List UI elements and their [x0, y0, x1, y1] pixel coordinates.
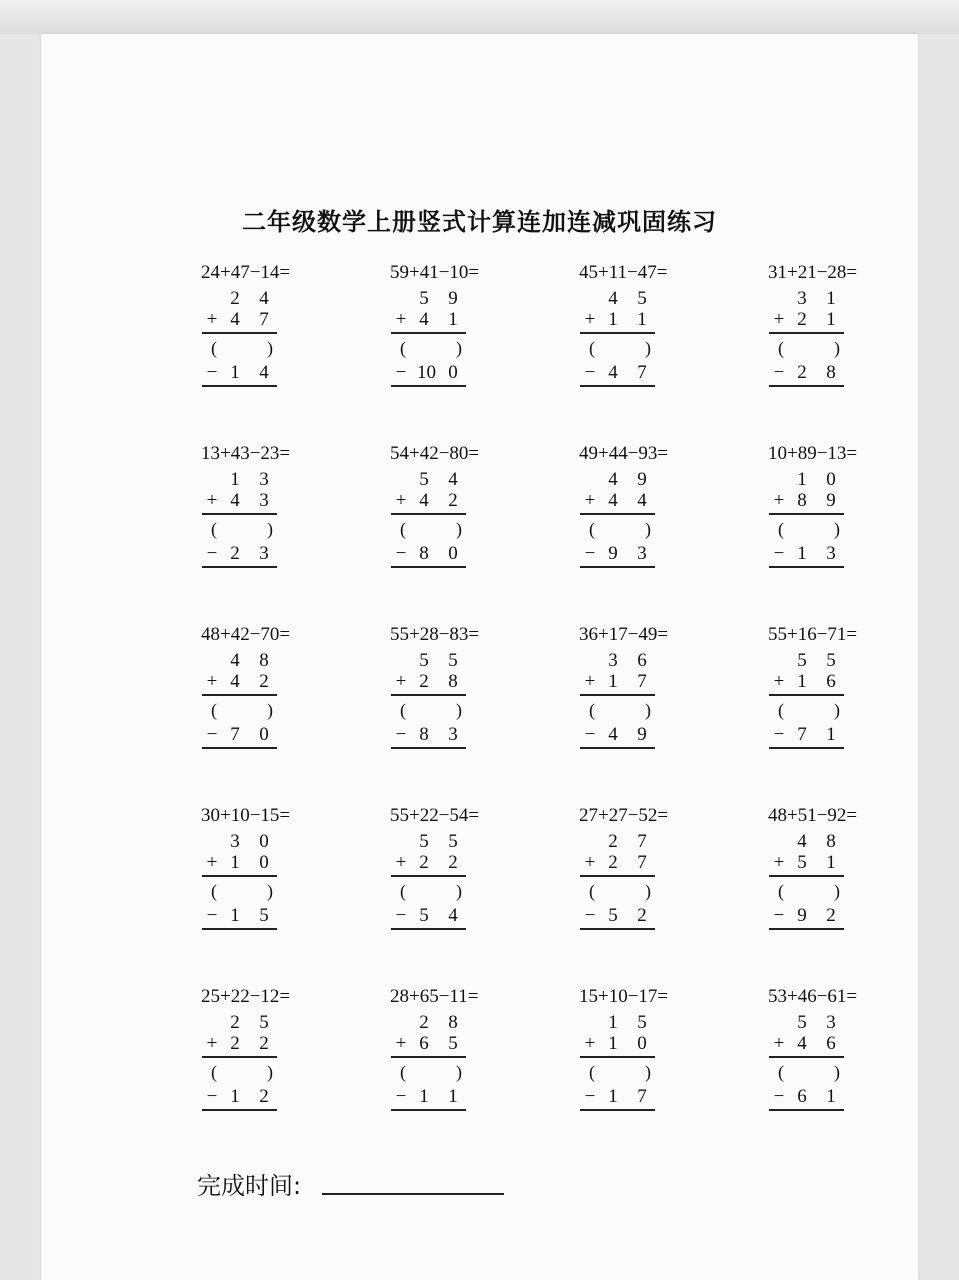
addend1-tens: 3	[608, 650, 618, 671]
sum-line	[580, 875, 655, 877]
plus-sign: +	[773, 309, 785, 330]
addend2-tens: 1	[797, 671, 807, 692]
equation-text: 36+17−49=	[579, 624, 669, 645]
answer-paren-close: )	[645, 519, 651, 539]
answer-paren-open: (	[400, 881, 406, 901]
subtrahend-ones: 2	[259, 1086, 269, 1107]
addend1-tens: 4	[797, 831, 807, 852]
difference-line	[391, 1109, 466, 1111]
minus-sign: −	[395, 724, 407, 745]
difference-line	[202, 385, 277, 387]
problem-4	[768, 262, 908, 402]
subtrahend-ones: 8	[826, 362, 836, 383]
subtrahend-ones: 3	[637, 543, 647, 564]
difference-line	[580, 1109, 655, 1111]
minus-sign: −	[206, 905, 218, 926]
sum-line	[769, 694, 844, 696]
answer-paren-close: )	[267, 519, 273, 539]
addend1-ones: 5	[637, 288, 647, 309]
sum-line	[202, 875, 277, 877]
addend2-tens: 4	[419, 490, 429, 511]
addend1-ones: 8	[826, 831, 836, 852]
problem-14	[390, 805, 530, 945]
answer-paren-open: (	[589, 881, 595, 901]
addend1-tens: 3	[230, 831, 240, 852]
sum-line	[202, 694, 277, 696]
difference-line	[391, 747, 466, 749]
answer-paren-open: (	[211, 700, 217, 720]
addend1-ones: 8	[259, 650, 269, 671]
difference-line	[391, 928, 466, 930]
answer-paren-open: (	[778, 1062, 784, 1082]
addend2-ones: 1	[826, 852, 836, 873]
addend1-ones: 4	[448, 469, 458, 490]
addend2-tens: 2	[419, 852, 429, 873]
subtrahend-ones: 4	[259, 362, 269, 383]
answer-paren-open: (	[400, 700, 406, 720]
sum-line	[391, 694, 466, 696]
worksheet-title: 二年级数学上册竖式计算连加连减巩固练习	[242, 208, 717, 236]
difference-line	[391, 385, 466, 387]
plus-sign: +	[206, 1033, 218, 1054]
addend1-tens: 5	[419, 469, 429, 490]
browser-top-bar	[0, 0, 959, 34]
minus-sign: −	[584, 543, 596, 564]
problem-10	[390, 624, 530, 764]
sum-line	[202, 332, 277, 334]
plus-sign: +	[395, 1033, 407, 1054]
equation-text: 48+42−70=	[201, 624, 291, 645]
subtrahend-ones: 2	[826, 905, 836, 926]
addend2-tens: 8	[797, 490, 807, 511]
subtrahend-ones: 1	[448, 1086, 458, 1107]
addend2-ones: 5	[448, 1033, 458, 1054]
subtrahend-tens: 1	[608, 1086, 618, 1107]
difference-line	[769, 566, 844, 568]
addend1-ones: 9	[637, 469, 647, 490]
subtrahend-tens: 1	[230, 1086, 240, 1107]
addend1-tens: 5	[419, 650, 429, 671]
minus-sign: −	[395, 1086, 407, 1107]
answer-paren-close: )	[645, 338, 651, 358]
equation-text: 59+41−10=	[390, 262, 480, 283]
problem-17	[201, 986, 341, 1126]
minus-sign: −	[584, 724, 596, 745]
problem-19	[579, 986, 719, 1126]
subtrahend-tens: 9	[608, 543, 618, 564]
problem-16	[768, 805, 908, 945]
addend1-ones: 5	[448, 831, 458, 852]
subtrahend-ones: 1	[826, 1086, 836, 1107]
plus-sign: +	[773, 490, 785, 511]
minus-sign: −	[395, 905, 407, 926]
minus-sign: −	[773, 1086, 785, 1107]
minus-sign: −	[206, 543, 218, 564]
subtrahend-tens: 1	[230, 362, 240, 383]
addend2-ones: 7	[259, 309, 269, 330]
equation-text: 28+65−11=	[390, 986, 479, 1007]
minus-sign: −	[206, 724, 218, 745]
problem-11	[579, 624, 719, 764]
sum-line	[769, 513, 844, 515]
subtrahend-tens: 1	[230, 905, 240, 926]
addend1-ones: 5	[448, 650, 458, 671]
answer-paren-open: (	[589, 519, 595, 539]
subtrahend-ones: 0	[448, 362, 458, 383]
equation-text: 55+16−71=	[768, 624, 858, 645]
equation-text: 27+27−52=	[579, 805, 669, 826]
equation-text: 55+28−83=	[390, 624, 480, 645]
answer-paren-open: (	[778, 519, 784, 539]
addend1-ones: 3	[259, 469, 269, 490]
problem-2	[390, 262, 530, 402]
difference-line	[202, 747, 277, 749]
difference-line	[580, 747, 655, 749]
difference-line	[580, 385, 655, 387]
addend1-tens: 2	[419, 1012, 429, 1033]
problem-18	[390, 986, 530, 1126]
problem-13	[201, 805, 341, 945]
problem-9	[201, 624, 341, 764]
answer-paren-open: (	[211, 519, 217, 539]
equation-text: 25+22−12=	[201, 986, 291, 1007]
plus-sign: +	[584, 1033, 596, 1054]
subtrahend-tens: 7	[230, 724, 240, 745]
subtrahend-ones: 3	[259, 543, 269, 564]
addend1-ones: 8	[448, 1012, 458, 1033]
addend1-tens: 1	[608, 1012, 618, 1033]
addend2-ones: 1	[448, 309, 458, 330]
addend2-tens: 4	[608, 490, 618, 511]
equation-text: 48+51−92=	[768, 805, 858, 826]
addend2-tens: 1	[608, 309, 618, 330]
minus-sign: −	[206, 362, 218, 383]
addend1-tens: 2	[608, 831, 618, 852]
answer-paren-close: )	[645, 1062, 651, 1082]
answer-paren-open: (	[778, 881, 784, 901]
answer-paren-close: )	[456, 700, 462, 720]
sum-line	[391, 875, 466, 877]
problem-5	[201, 443, 341, 583]
answer-paren-open: (	[778, 338, 784, 358]
addend1-ones: 3	[826, 1012, 836, 1033]
addend2-ones: 2	[259, 671, 269, 692]
addend2-tens: 2	[608, 852, 618, 873]
minus-sign: −	[584, 1086, 596, 1107]
addend1-ones: 5	[259, 1012, 269, 1033]
addend2-tens: 5	[797, 852, 807, 873]
completion-time-blank[interactable]	[322, 1193, 504, 1195]
sum-line	[202, 513, 277, 515]
sum-line	[580, 694, 655, 696]
addend1-ones: 5	[826, 650, 836, 671]
addend1-tens: 4	[608, 288, 618, 309]
difference-line	[769, 928, 844, 930]
plus-sign: +	[773, 671, 785, 692]
addend2-tens: 1	[608, 671, 618, 692]
subtrahend-ones: 0	[448, 543, 458, 564]
equation-text: 13+43−23=	[201, 443, 291, 464]
addend1-ones: 0	[259, 831, 269, 852]
plus-sign: +	[395, 852, 407, 873]
subtrahend-tens: 1	[419, 1086, 429, 1107]
plus-sign: +	[206, 309, 218, 330]
subtrahend-tens: 2	[797, 362, 807, 383]
problem-grid	[201, 262, 921, 1142]
sum-line	[580, 1056, 655, 1058]
equation-text: 53+46−61=	[768, 986, 858, 1007]
subtrahend-ones: 1	[826, 724, 836, 745]
addend2-tens: 4	[797, 1033, 807, 1054]
problem-20	[768, 986, 908, 1126]
sum-line	[391, 1056, 466, 1058]
minus-sign: −	[773, 543, 785, 564]
addend1-ones: 7	[637, 831, 647, 852]
subtrahend-ones: 3	[448, 724, 458, 745]
addend2-ones: 6	[826, 671, 836, 692]
addend1-ones: 0	[826, 469, 836, 490]
subtrahend-ones: 7	[637, 1086, 647, 1107]
sum-line	[769, 332, 844, 334]
problem-8	[768, 443, 908, 583]
addend2-tens: 4	[230, 309, 240, 330]
subtrahend-ones: 5	[259, 905, 269, 926]
answer-paren-open: (	[589, 1062, 595, 1082]
equation-text: 49+44−93=	[579, 443, 669, 464]
addend2-ones: 8	[448, 671, 458, 692]
addend1-ones: 5	[637, 1012, 647, 1033]
addend1-ones: 9	[448, 288, 458, 309]
addend1-tens: 2	[230, 288, 240, 309]
answer-paren-close: )	[645, 700, 651, 720]
difference-line	[769, 1109, 844, 1111]
minus-sign: −	[395, 362, 407, 383]
addend2-ones: 3	[259, 490, 269, 511]
problem-15	[579, 805, 719, 945]
addend1-tens: 5	[797, 650, 807, 671]
addend2-ones: 2	[259, 1033, 269, 1054]
addend2-ones: 2	[448, 490, 458, 511]
subtrahend-tens: 2	[230, 543, 240, 564]
subtrahend-ones: 3	[826, 543, 836, 564]
difference-line	[202, 928, 277, 930]
answer-paren-open: (	[211, 1062, 217, 1082]
answer-paren-open: (	[589, 700, 595, 720]
addend2-tens: 2	[230, 1033, 240, 1054]
answer-paren-open: (	[400, 519, 406, 539]
difference-line	[580, 566, 655, 568]
minus-sign: −	[773, 362, 785, 383]
equation-text: 45+11−47=	[579, 262, 668, 283]
answer-paren-close: )	[456, 881, 462, 901]
plus-sign: +	[206, 671, 218, 692]
difference-line	[202, 566, 277, 568]
answer-paren-open: (	[589, 338, 595, 358]
plus-sign: +	[773, 852, 785, 873]
equation-text: 31+21−28=	[768, 262, 858, 283]
addend2-ones: 2	[448, 852, 458, 873]
addend2-tens: 4	[230, 671, 240, 692]
difference-line	[202, 1109, 277, 1111]
addend2-tens: 2	[419, 671, 429, 692]
addend1-tens: 5	[419, 831, 429, 852]
subtrahend-tens: 7	[797, 724, 807, 745]
answer-paren-close: )	[267, 1062, 273, 1082]
difference-line	[391, 566, 466, 568]
minus-sign: −	[773, 905, 785, 926]
subtrahend-tens: 8	[419, 724, 429, 745]
minus-sign: −	[206, 1086, 218, 1107]
sum-line	[391, 513, 466, 515]
answer-paren-close: )	[267, 338, 273, 358]
addend2-tens: 2	[797, 309, 807, 330]
plus-sign: +	[206, 490, 218, 511]
addend2-ones: 1	[637, 309, 647, 330]
plus-sign: +	[584, 671, 596, 692]
subtrahend-tens: 5	[608, 905, 618, 926]
problem-1	[201, 262, 341, 402]
plus-sign: +	[395, 671, 407, 692]
addend2-ones: 0	[637, 1033, 647, 1054]
plus-sign: +	[395, 309, 407, 330]
equation-text: 10+89−13=	[768, 443, 858, 464]
minus-sign: −	[395, 543, 407, 564]
addend2-tens: 4	[419, 309, 429, 330]
subtrahend-tens: 10	[417, 362, 436, 383]
difference-line	[580, 928, 655, 930]
equation-text: 15+10−17=	[579, 986, 669, 1007]
addend2-ones: 1	[826, 309, 836, 330]
plus-sign: +	[773, 1033, 785, 1054]
subtrahend-tens: 6	[797, 1086, 807, 1107]
plus-sign: +	[584, 490, 596, 511]
equation-text: 30+10−15=	[201, 805, 291, 826]
addend2-tens: 6	[419, 1033, 429, 1054]
answer-paren-open: (	[211, 881, 217, 901]
answer-paren-close: )	[834, 338, 840, 358]
sum-line	[202, 1056, 277, 1058]
answer-paren-open: (	[400, 1062, 406, 1082]
equation-text: 24+47−14=	[201, 262, 291, 283]
answer-paren-open: (	[778, 700, 784, 720]
minus-sign: −	[584, 905, 596, 926]
answer-paren-close: )	[834, 1062, 840, 1082]
answer-paren-close: )	[645, 881, 651, 901]
problem-3	[579, 262, 719, 402]
minus-sign: −	[773, 724, 785, 745]
addend2-ones: 4	[637, 490, 647, 511]
addend2-ones: 7	[637, 671, 647, 692]
problem-12	[768, 624, 908, 764]
problem-7	[579, 443, 719, 583]
addend1-ones: 4	[259, 288, 269, 309]
addend2-ones: 9	[826, 490, 836, 511]
sum-line	[769, 1056, 844, 1058]
addend1-ones: 1	[826, 288, 836, 309]
subtrahend-tens: 4	[608, 724, 618, 745]
addend1-ones: 6	[637, 650, 647, 671]
subtrahend-tens: 5	[419, 905, 429, 926]
plus-sign: +	[395, 490, 407, 511]
answer-paren-open: (	[211, 338, 217, 358]
addend2-ones: 7	[637, 852, 647, 873]
subtrahend-ones: 2	[637, 905, 647, 926]
addend2-ones: 0	[259, 852, 269, 873]
addend1-tens: 4	[608, 469, 618, 490]
equation-text: 55+22−54=	[390, 805, 480, 826]
plus-sign: +	[584, 852, 596, 873]
addend1-tens: 3	[797, 288, 807, 309]
sum-line	[580, 513, 655, 515]
addend1-tens: 2	[230, 1012, 240, 1033]
problem-6	[390, 443, 530, 583]
addend2-tens: 4	[230, 490, 240, 511]
subtrahend-tens: 1	[797, 543, 807, 564]
addend1-tens: 1	[797, 469, 807, 490]
sum-line	[769, 875, 844, 877]
answer-paren-open: (	[400, 338, 406, 358]
answer-paren-close: )	[456, 338, 462, 358]
answer-paren-close: )	[456, 519, 462, 539]
equation-text: 54+42−80=	[390, 443, 480, 464]
sum-line	[580, 332, 655, 334]
subtrahend-ones: 4	[448, 905, 458, 926]
addend1-tens: 5	[419, 288, 429, 309]
subtrahend-ones: 9	[637, 724, 647, 745]
addend2-ones: 6	[826, 1033, 836, 1054]
answer-paren-close: )	[834, 519, 840, 539]
completion-time-label: 完成时间:	[197, 1172, 302, 1200]
answer-paren-close: )	[834, 881, 840, 901]
addend2-tens: 1	[230, 852, 240, 873]
answer-paren-close: )	[456, 1062, 462, 1082]
plus-sign: +	[584, 309, 596, 330]
plus-sign: +	[206, 852, 218, 873]
subtrahend-tens: 8	[419, 543, 429, 564]
addend1-tens: 5	[797, 1012, 807, 1033]
sum-line	[391, 332, 466, 334]
addend1-tens: 4	[230, 650, 240, 671]
minus-sign: −	[584, 362, 596, 383]
answer-paren-close: )	[267, 881, 273, 901]
addend1-tens: 1	[230, 469, 240, 490]
difference-line	[769, 385, 844, 387]
answer-paren-close: )	[267, 700, 273, 720]
subtrahend-ones: 7	[637, 362, 647, 383]
addend2-tens: 1	[608, 1033, 618, 1054]
subtrahend-tens: 9	[797, 905, 807, 926]
difference-line	[769, 747, 844, 749]
subtrahend-tens: 4	[608, 362, 618, 383]
answer-paren-close: )	[834, 700, 840, 720]
subtrahend-ones: 0	[259, 724, 269, 745]
